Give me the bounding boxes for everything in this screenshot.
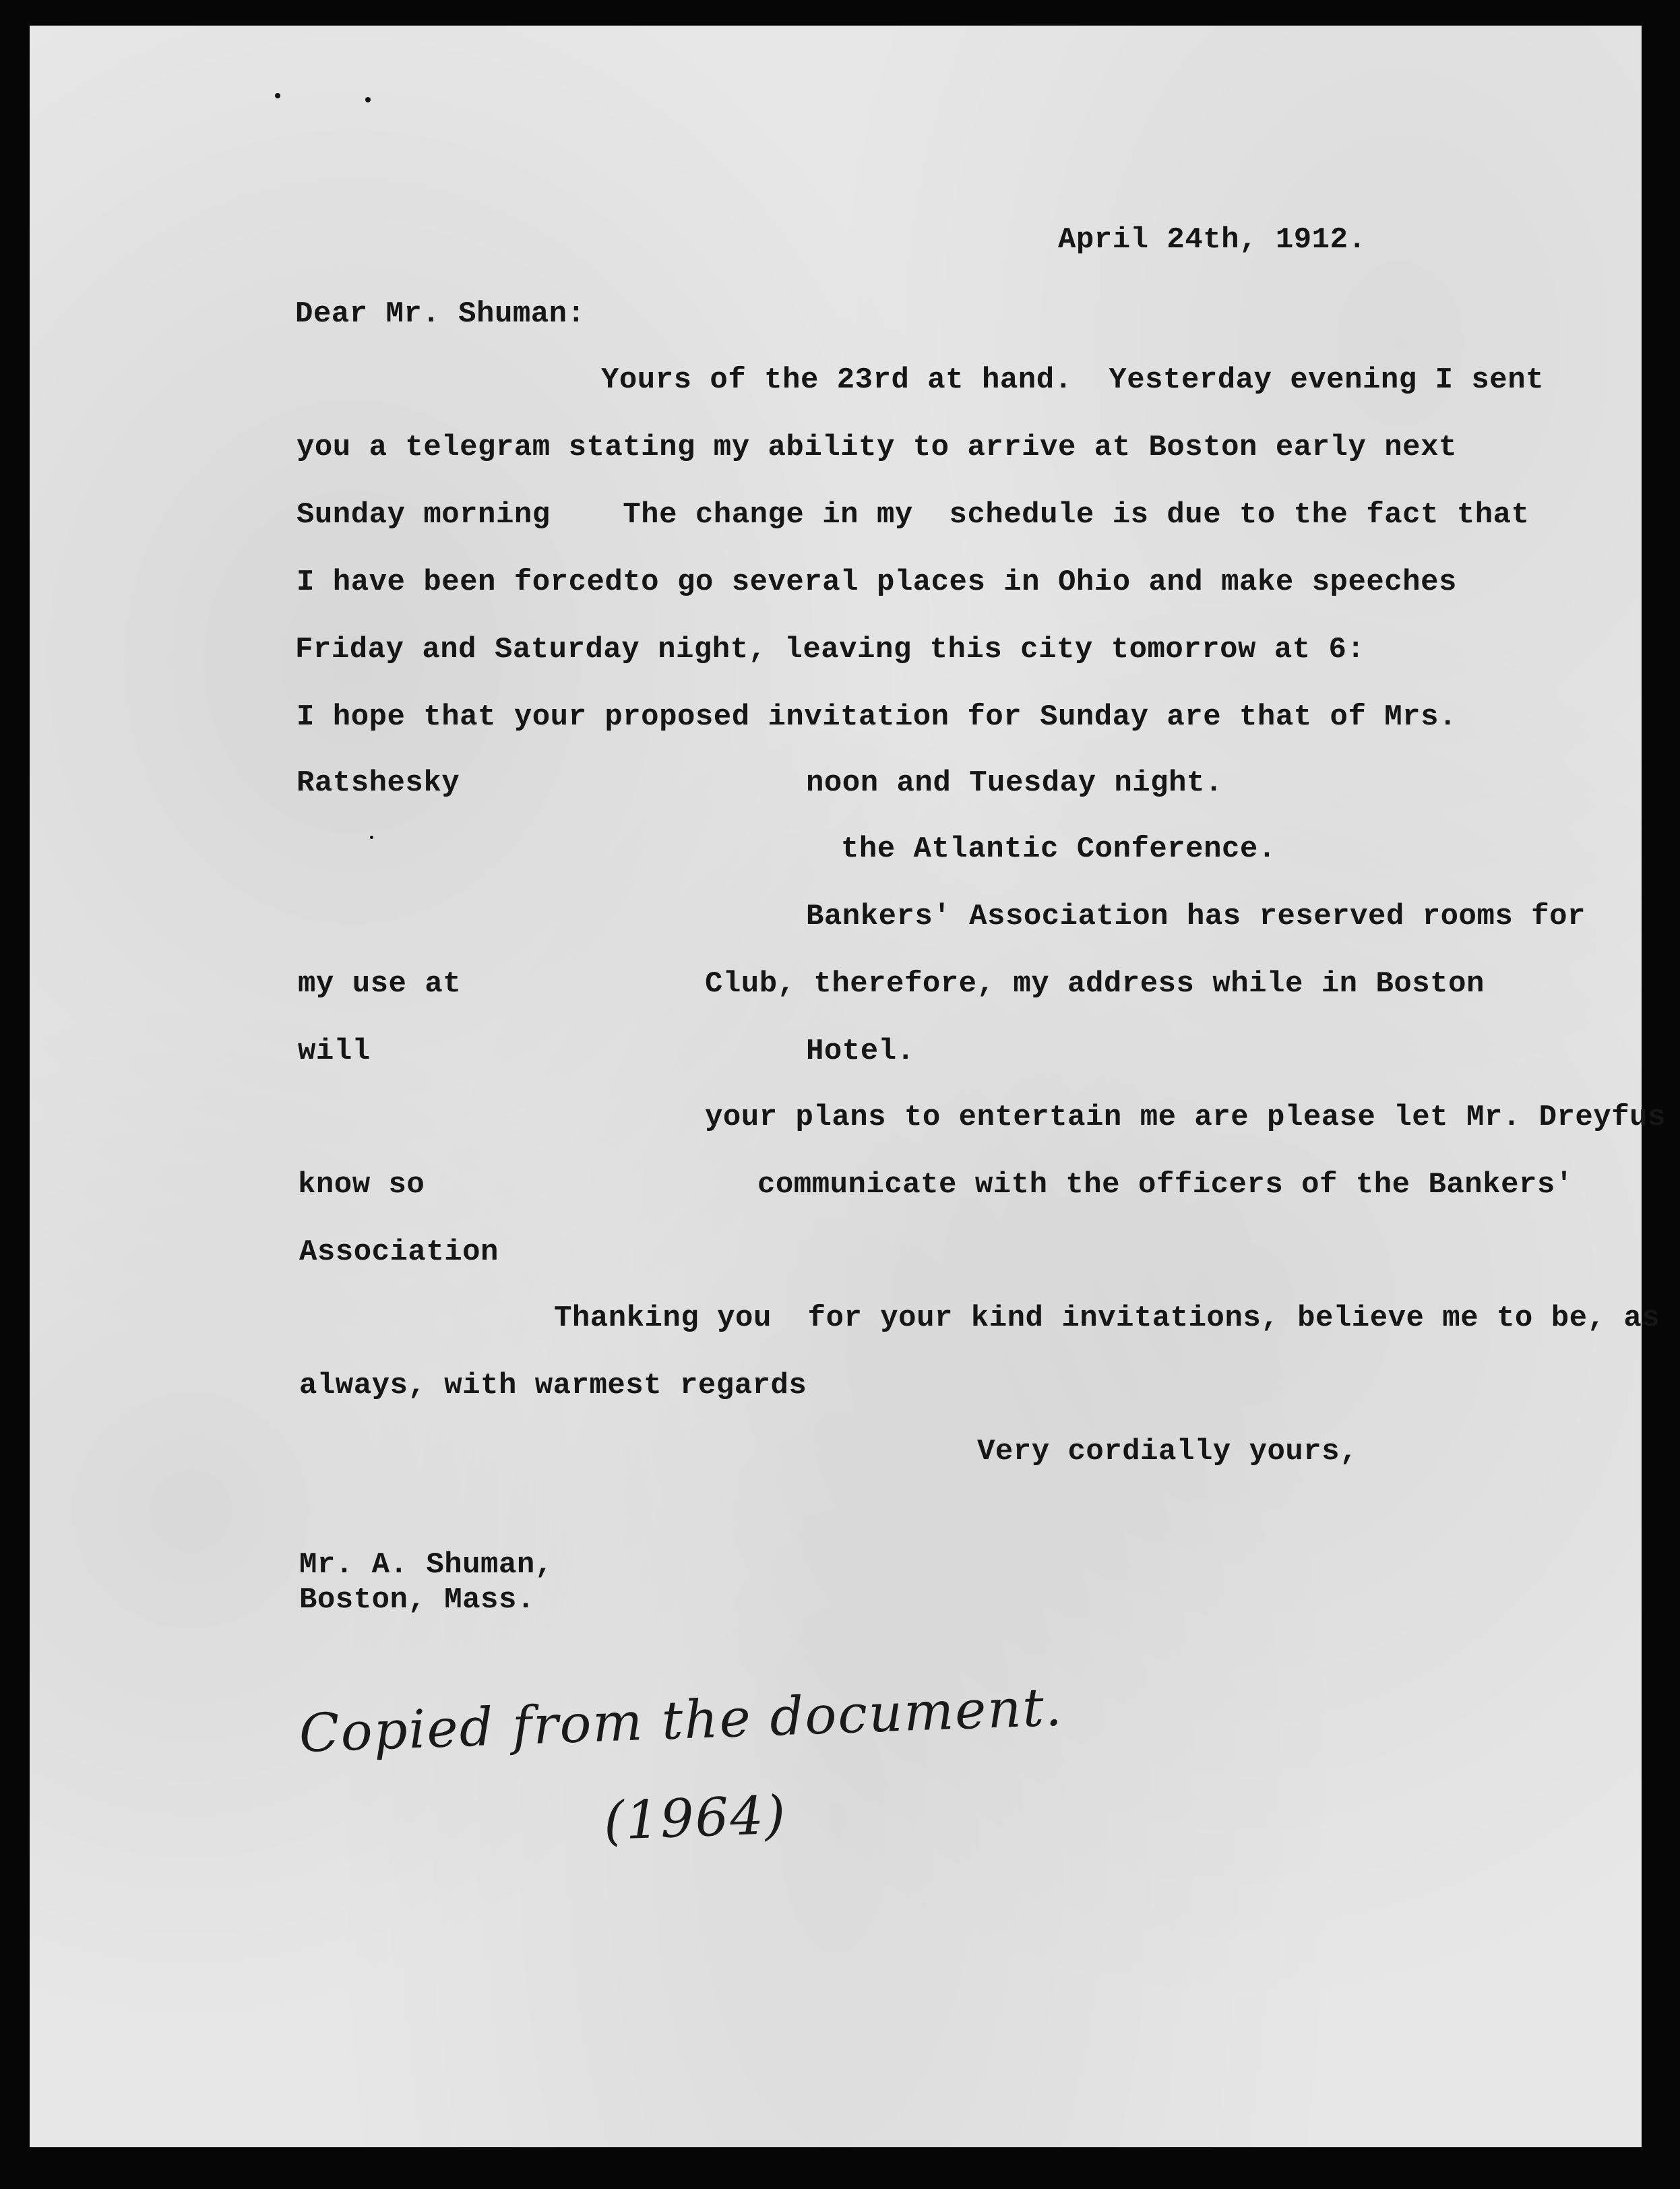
fragment-line: will xyxy=(298,1035,371,1068)
recipient-name: Mr. A. Shuman, xyxy=(299,1548,553,1582)
fragment-line: Association xyxy=(299,1235,499,1269)
fragment-line: my use at xyxy=(298,967,462,1001)
fragment-line: Bankers' Association has reserved rooms for xyxy=(806,900,1586,933)
body-line: you a telegram stating my ability to arrive at Boston early next xyxy=(297,431,1457,464)
letter-date: April 24th, 1912. xyxy=(1058,223,1367,257)
fragment-line: Hotel. xyxy=(806,1035,915,1068)
letter-page xyxy=(30,26,1666,2147)
fragment-line: communicate with the officers of the Bankers' xyxy=(757,1168,1574,1202)
closing-line: always, with warmest regards xyxy=(299,1369,807,1402)
body-line: I hope that your proposed invitation for Sunday are that of Mrs. xyxy=(297,700,1457,734)
fragment-line: Ratshesky xyxy=(297,766,460,800)
fragment-line: Club, therefore, my address while in Boston xyxy=(705,967,1485,1001)
body-line: Sunday morning The change in my schedule is due to the fact that xyxy=(297,498,1530,532)
body-line: Friday and Saturday night, leaving this city tomorrow at 6: xyxy=(295,633,1365,667)
body-line: I have been forcedto go several places in Ohio and make speeches xyxy=(297,565,1457,599)
handwritten-note: Copied from the document. xyxy=(298,1677,1065,1764)
handwritten-year: (1964) xyxy=(602,1785,788,1852)
fragment-line: know so xyxy=(298,1168,425,1202)
closing-line: Thanking you for your kind invitations, believe me to be, as xyxy=(554,1301,1660,1335)
complimentary-close: Very cordially yours, xyxy=(977,1435,1358,1469)
scan-speck xyxy=(275,93,280,98)
recipient-place: Boston, Mass. xyxy=(299,1583,535,1617)
fragment-line: the Atlantic Conference. xyxy=(841,832,1276,866)
body-line: Yours of the 23rd at hand. Yesterday evening I sent xyxy=(601,363,1545,397)
scan-speck xyxy=(365,97,371,102)
salutation: Dear Mr. Shuman: xyxy=(295,297,586,331)
scan-speck xyxy=(370,836,373,839)
fragment-line: noon and Tuesday night. xyxy=(806,766,1223,800)
fragment-line: your plans to entertain me are please let Mr. Dreyfus xyxy=(705,1101,1666,1134)
